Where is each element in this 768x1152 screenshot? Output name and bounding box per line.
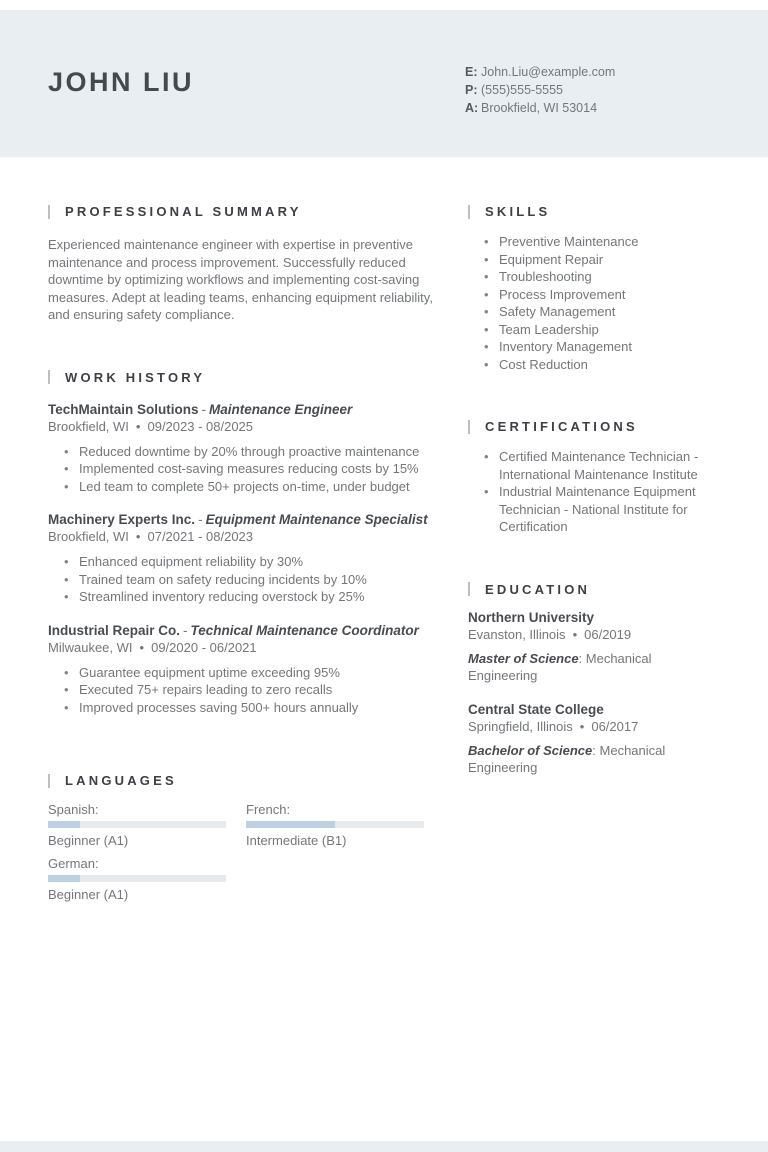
work-history-heading-label: WORK HISTORY	[65, 369, 206, 385]
email-label: E:	[465, 65, 478, 79]
job-bullet: • Improved processes saving 500+ hours annually	[79, 699, 434, 717]
phone-value: (555)555-5555	[481, 83, 564, 98]
job-bullet: • Led team to complete 50+ projects on-time, under budget	[79, 478, 434, 496]
right-column	[468, 157, 724, 909]
skill-item: • Process Improvement	[499, 286, 724, 304]
degree-name: Bachelor of Science	[468, 742, 593, 758]
language-name: French:	[246, 802, 291, 817]
job-separator: -	[201, 401, 207, 417]
language-progress-fill	[48, 821, 80, 828]
summary-heading	[48, 204, 434, 219]
meta-dot: •	[135, 418, 141, 434]
language-name: Spanish:	[48, 802, 99, 817]
skills-heading	[468, 204, 724, 219]
job-title: Technical Maintenance Coordinator	[190, 622, 419, 638]
languages-heading	[48, 773, 434, 788]
job-company: Industrial Repair Co.	[48, 622, 181, 638]
language-progress-track	[246, 821, 424, 828]
summary-heading-label: PROFESSIONAL SUMMARY	[65, 204, 302, 219]
job-title-line	[48, 622, 434, 639]
job-title: Maintenance Engineer	[209, 401, 353, 417]
job-company: Machinery Experts Inc.	[48, 512, 196, 527]
job-entry	[48, 511, 434, 606]
job-company: TechMaintain Solutions	[48, 401, 199, 417]
skill-item: • Safety Management	[499, 303, 724, 321]
education-entry	[468, 609, 724, 685]
language-progress-fill	[48, 875, 80, 882]
degree-line	[468, 650, 724, 685]
job-location: Milwaukee, WI	[48, 639, 133, 655]
certifications-heading-label: CERTIFICATIONS	[485, 419, 638, 434]
job-separator: -	[183, 622, 188, 638]
job-bullet-list	[48, 553, 434, 606]
job-meta-line	[48, 639, 434, 656]
heading-pipe-bar	[468, 582, 470, 596]
education-heading-label: EDUCATION	[485, 581, 591, 597]
job-dates: 07/2021 - 08/2023	[147, 529, 254, 544]
job-entry	[48, 622, 434, 717]
job-location: Brookfield, WI	[48, 418, 129, 434]
school-meta-line	[468, 626, 724, 643]
job-entry	[48, 401, 434, 496]
language-item	[48, 855, 226, 903]
job-location: Brookfield, WI	[48, 529, 129, 544]
heading-pipe-bar	[468, 205, 470, 219]
job-title: Equipment Maintenance Specialist	[205, 512, 428, 527]
skill-item: • Preventive Maintenance	[499, 233, 724, 251]
contact-address-row	[465, 99, 615, 117]
job-dates: 09/2023 - 08/2025	[147, 418, 254, 434]
contact-email-row	[465, 63, 615, 81]
certifications-list	[468, 448, 724, 536]
address-value: Brookfield, WI 53014	[481, 101, 598, 116]
header-band	[0, 10, 768, 157]
language-level: Beginner (A1)	[48, 833, 129, 848]
school-date: 06/2017	[591, 718, 639, 734]
job-bullet: • Implemented cost-saving measures reducing costs by 15%	[79, 460, 434, 478]
meta-dot: •	[572, 626, 578, 642]
degree-name: Master of Science	[468, 650, 579, 666]
skill-item: • Inventory Management	[499, 338, 724, 356]
job-dates: 09/2020 - 06/2021	[151, 639, 257, 655]
left-column	[48, 157, 434, 909]
language-item	[246, 801, 424, 849]
job-title-line	[48, 511, 434, 528]
job-bullet: • Executed 75+ repairs leading to zero recalls	[79, 681, 434, 699]
meta-dot: •	[579, 718, 585, 734]
skill-item: • Cost Reduction	[499, 356, 724, 374]
summary-text: Experienced maintenance engineer with expertise in preventive maintenance and process improvement. Successfully reduced downtime by optimizing workflows and implementing cost-saving measures. Adept at leading teams, enhancing equipment reliability, and ensuring safety compliance.	[48, 237, 433, 322]
job-bullet: • Guarantee equipment uptime exceeding 95%	[79, 664, 434, 682]
heading-pipe-bar	[48, 774, 50, 788]
job-title-line	[48, 401, 434, 418]
language-progress-fill	[246, 821, 335, 828]
languages-grid	[48, 801, 434, 909]
meta-dot: •	[135, 529, 141, 544]
email-value: John.Liu@example.com	[481, 65, 616, 79]
school-location: Evanston, Illinois	[468, 626, 566, 642]
heading-pipe-bar	[48, 205, 50, 219]
body-columns	[0, 157, 768, 909]
certification-item: • Certified Maintenance Technician - International Maintenance Institute	[499, 448, 724, 483]
contact-block	[465, 63, 615, 118]
job-meta-line	[48, 528, 434, 545]
degree-field: : Mechanical Engineering	[468, 650, 652, 683]
contact-phone-row	[465, 81, 615, 99]
job-separator: -	[198, 512, 203, 527]
language-level: Beginner (A1)	[48, 887, 129, 902]
language-level: Intermediate (B1)	[246, 833, 347, 848]
language-progress-track	[48, 875, 226, 882]
job-bullet-list	[48, 664, 434, 717]
address-label: A:	[465, 101, 479, 116]
language-item	[48, 801, 226, 849]
skills-list	[468, 233, 724, 373]
job-bullet-list	[48, 443, 434, 496]
degree-field: : Mechanical Engineering	[468, 742, 666, 775]
school-meta-line	[468, 718, 724, 735]
job-bullet: • Streamlined inventory reducing overstock by 25%	[79, 588, 434, 606]
phone-label: P:	[465, 83, 478, 98]
footer-band	[0, 1141, 768, 1152]
candidate-name: JOHN LIU	[48, 67, 195, 97]
certification-item: • Industrial Maintenance Equipment Technician - National Institute for Certification	[499, 483, 724, 536]
education-entry	[468, 701, 724, 777]
job-bullet: • Reduced downtime by 20% through proactive maintenance	[79, 443, 434, 461]
school-date: 06/2019	[584, 626, 632, 642]
skill-item: • Team Leadership	[499, 321, 724, 339]
certifications-heading	[468, 419, 724, 434]
meta-dot: •	[139, 639, 145, 655]
school-name: Central State College	[468, 701, 604, 717]
heading-pipe-bar	[468, 420, 470, 434]
school-name: Northern University	[468, 609, 595, 625]
work-history-heading	[48, 370, 434, 385]
language-progress-track	[48, 821, 226, 828]
skill-item: • Troubleshooting	[499, 268, 724, 286]
degree-line	[468, 742, 724, 777]
skill-item: • Equipment Repair	[499, 251, 724, 269]
job-bullet: • Trained team on safety reducing incidents by 10%	[79, 571, 434, 589]
school-location: Springfield, Illinois	[468, 718, 573, 734]
job-bullet: • Enhanced equipment reliability by 30%	[79, 553, 434, 571]
job-meta-line	[48, 418, 434, 435]
heading-pipe-bar	[48, 370, 50, 384]
education-heading	[468, 582, 724, 597]
language-name: German:	[48, 856, 99, 871]
languages-heading-label: LANGUAGES	[65, 773, 177, 788]
top-margin-strip	[0, 0, 768, 10]
skills-heading-label: SKILLS	[485, 204, 551, 219]
